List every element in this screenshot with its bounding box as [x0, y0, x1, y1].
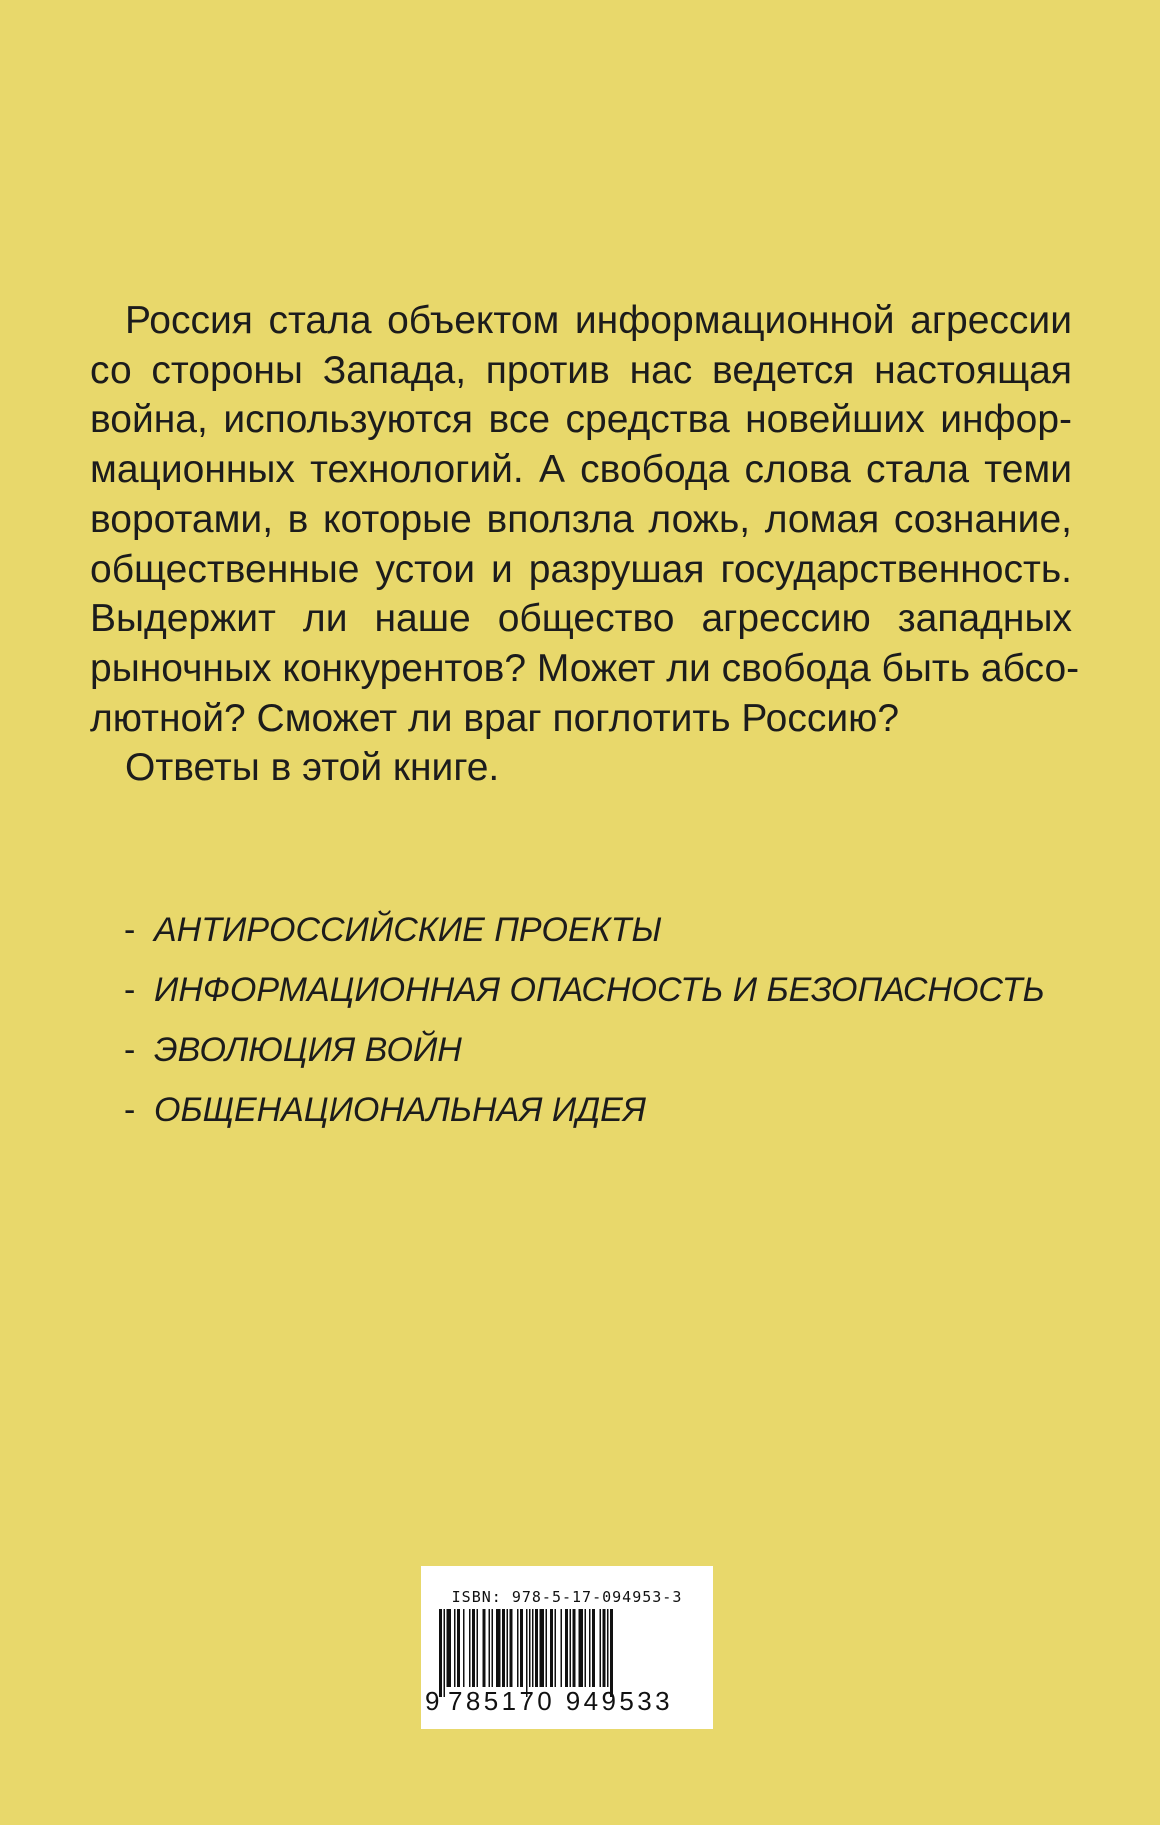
blurb-line: воротами, в которые вползла ложь, ломая сознание, [90, 497, 1072, 541]
blurb-line: лютной? Сможет ли враг поглотить Россию? [90, 696, 900, 740]
topic-label: ОБЩЕНАЦИОНАЛЬНАЯ ИДЕЯ [154, 1091, 646, 1129]
blurb-line: Россия стала объектом информационной агрессии [125, 299, 1072, 342]
list-dash: - [124, 971, 136, 1009]
topic-item [124, 1080, 1045, 1140]
answers-line: Ответы в этой книге. [125, 746, 500, 790]
ean-number: 785170 949533 [448, 1686, 673, 1716]
blurb-line: рыночных конкурентов? Может ли свобода быть абсо- [90, 646, 1080, 690]
blurb-line: со стороны Запада, против нас ведется настоящая [90, 348, 1072, 392]
topics-list [124, 900, 1045, 1140]
isbn-barcode [421, 1566, 713, 1729]
blurb-line: мационных технологий. А свобода слова стала теми [90, 448, 1072, 492]
list-dash: - [124, 1031, 136, 1069]
topic-label: ИНФОРМАЦИОННАЯ ОПАСНОСТЬ И БЕЗОПАСНОСТЬ [154, 971, 1045, 1009]
topic-label: АНТИРОССИЙСКИЕ ПРОЕКТЫ [154, 911, 662, 949]
blurb-line: война, используются все средства новейших инфор- [90, 398, 1072, 442]
list-dash: - [124, 911, 136, 949]
blurb-line: Выдержит ли наше общество агрессию западных [90, 597, 1072, 641]
barcode-bars [435, 1609, 699, 1697]
list-dash: - [124, 1091, 136, 1129]
ean-first-digit: 9 [425, 1686, 440, 1716]
topic-item [124, 960, 1045, 1020]
topic-label: ЭВОЛЮЦИЯ ВОЙН [154, 1031, 462, 1069]
topic-item [124, 1020, 1045, 1080]
blurb-line: общественные устои и разрушая государственность. [90, 547, 1072, 591]
isbn-label: ISBN: 978-5-17-094953-3 [451, 1588, 683, 1606]
topic-item [124, 900, 1045, 960]
back-cover-blurb [90, 296, 1080, 793]
